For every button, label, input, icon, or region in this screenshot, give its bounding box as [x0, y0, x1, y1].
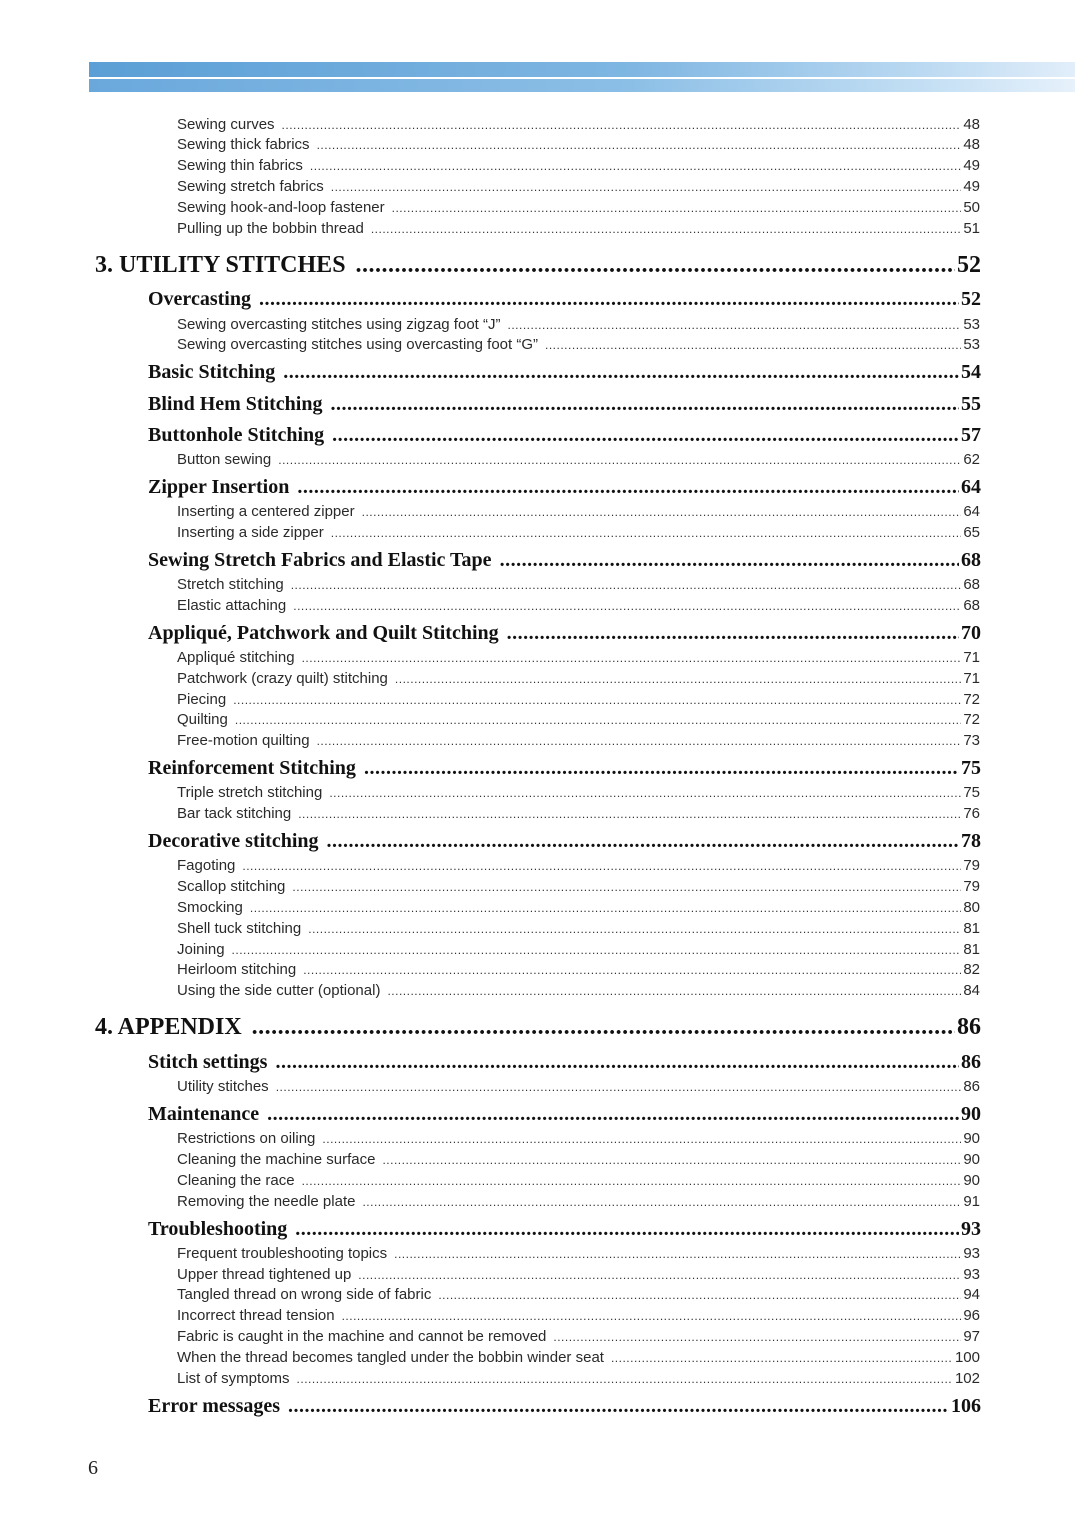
toc-entry[interactable] [177, 336, 980, 356]
toc-chapter[interactable] [95, 1014, 981, 1046]
toc-section[interactable] [148, 1051, 981, 1077]
toc-section-page: 90 [961, 1103, 981, 1125]
toc-entry[interactable] [177, 199, 980, 219]
dot-leader [267, 1103, 959, 1126]
toc-entry-page: 86 [963, 1078, 980, 1095]
toc-entry[interactable] [177, 136, 980, 156]
toc-section-page: 70 [961, 622, 981, 644]
toc-section-title: Basic Stitching [148, 361, 276, 383]
toc-section-page: 75 [961, 757, 981, 779]
toc-entry-title: Fabric is caught in the machine and cannot be removed [177, 1328, 547, 1345]
dot-leader [302, 1174, 962, 1188]
dot-leader [356, 252, 955, 279]
toc-chapter-page: 86 [957, 1014, 981, 1040]
toc-entry-page: 96 [963, 1307, 980, 1324]
toc-entry-title: Removing the needle plate [177, 1193, 356, 1210]
dot-leader [358, 1268, 961, 1282]
toc-entry-page: 72 [963, 711, 980, 728]
toc-entry[interactable] [177, 920, 980, 940]
toc-entry-page: 68 [963, 576, 980, 593]
toc-chapter-title: 4. APPENDIX [95, 1014, 242, 1040]
toc-entry[interactable] [177, 1172, 980, 1192]
toc-section-page: 68 [961, 549, 981, 571]
toc-section[interactable] [148, 830, 981, 856]
toc-section-title: Overcasting [148, 288, 251, 310]
dot-leader [297, 1372, 953, 1386]
dot-leader [317, 734, 962, 748]
toc-section[interactable] [148, 1218, 981, 1244]
toc-entry-page: 79 [963, 878, 980, 895]
toc-entry-title: Cleaning the machine surface [177, 1151, 376, 1168]
toc-entry-title: Sewing stretch fabrics [177, 178, 324, 195]
toc-entry-page: 76 [963, 805, 980, 822]
dot-leader [545, 338, 961, 352]
toc-entry[interactable] [177, 178, 980, 198]
toc-entry[interactable] [177, 1307, 980, 1327]
dot-leader [342, 1309, 962, 1323]
toc-entry-page: 100 [954, 1349, 980, 1366]
page-number: 6 [88, 1457, 98, 1479]
toc-section-title: Buttonhole Stitching [148, 424, 325, 446]
toc-entry-title: Incorrect thread tension [177, 1307, 335, 1324]
toc-entry-title: Stretch stitching [177, 576, 284, 593]
toc-entry-page: 49 [963, 157, 980, 174]
toc-entry-page: 64 [963, 503, 980, 520]
toc-section[interactable] [148, 288, 981, 314]
toc-entry[interactable] [177, 878, 980, 898]
toc-entry[interactable] [177, 982, 980, 1002]
toc-chapter-title: 3. UTILITY STITCHES [95, 252, 346, 278]
dot-leader [331, 526, 962, 540]
toc-entry[interactable] [177, 649, 980, 669]
toc-entry-title: List of symptoms [177, 1370, 290, 1387]
toc-entry-title: Cleaning the race [177, 1172, 295, 1189]
toc-entry-title: Fagoting [177, 857, 236, 874]
toc-section[interactable] [148, 361, 981, 387]
toc-entry-page: 48 [963, 136, 980, 153]
toc-section[interactable] [148, 393, 981, 419]
dot-leader [282, 118, 962, 132]
toc-entry-title: Piecing [177, 691, 227, 708]
toc-entry-page: 71 [963, 649, 980, 666]
dot-leader [302, 651, 962, 665]
toc-entry-title: Shell tuck stitching [177, 920, 302, 937]
dot-leader [387, 984, 961, 998]
toc-entry-title: Tangled thread on wrong side of fabric [177, 1286, 432, 1303]
toc-entry[interactable] [177, 1328, 980, 1348]
toc-section-title: Appliqué, Patchwork and Quilt Stitching [148, 622, 499, 644]
dot-leader [507, 622, 959, 645]
dot-leader [310, 159, 961, 173]
dot-leader [242, 859, 961, 873]
toc-entry-page: 90 [963, 1172, 980, 1189]
dot-leader [330, 393, 959, 416]
toc-entry[interactable] [177, 220, 980, 240]
toc-section-page: 86 [961, 1051, 981, 1073]
toc-entry-page: 73 [963, 732, 980, 749]
toc-entry-title: Sewing thick fabrics [177, 136, 310, 153]
dot-leader [283, 361, 959, 384]
toc-section[interactable] [148, 622, 981, 648]
toc-entry[interactable] [177, 1370, 980, 1390]
toc-entry[interactable] [177, 1193, 980, 1213]
dot-leader [252, 1014, 955, 1041]
dot-leader [276, 1080, 962, 1094]
toc-entry[interactable] [177, 691, 980, 711]
toc-entry[interactable] [177, 1286, 980, 1306]
toc-entry-page: 49 [963, 178, 980, 195]
dot-leader [362, 505, 962, 519]
toc-entry[interactable] [177, 503, 980, 523]
toc-section-page: 106 [951, 1395, 981, 1417]
dot-leader [362, 1195, 961, 1209]
toc-section-page: 78 [961, 830, 981, 852]
toc-section-title: Sewing Stretch Fabrics and Elastic Tape [148, 549, 492, 571]
toc-entry-page: 93 [963, 1245, 980, 1262]
dot-leader [508, 318, 962, 332]
toc-entry-page: 79 [963, 857, 980, 874]
dot-leader [317, 138, 962, 152]
toc-section-title: Maintenance [148, 1103, 260, 1125]
toc-entry-title: Using the side cutter (optional) [177, 982, 381, 999]
toc-entry-page: 48 [963, 116, 980, 133]
toc-entry-page: 93 [963, 1266, 980, 1283]
toc-entry-title: Inserting a side zipper [177, 524, 324, 541]
toc-entry-title: Inserting a centered zipper [177, 503, 355, 520]
dot-leader [327, 830, 959, 853]
toc-entry[interactable] [177, 116, 980, 136]
toc-section-title: Error messages [148, 1395, 281, 1417]
toc-section-title: Zipper Insertion [148, 476, 290, 498]
toc-entry-title: Sewing overcasting stitches using overcasting foot “G” [177, 336, 539, 353]
toc-section-page: 57 [961, 424, 981, 446]
toc-section-title: Decorative stitching [148, 830, 319, 852]
toc-entry-title: Quilting [177, 711, 228, 728]
toc-entry-page: 84 [963, 982, 980, 999]
toc-entry-page: 50 [963, 199, 980, 216]
toc-section[interactable] [148, 1103, 981, 1129]
toc-entry-page: 97 [963, 1328, 980, 1345]
toc-entry[interactable] [177, 451, 980, 471]
toc-entry[interactable] [177, 1151, 980, 1171]
toc-entry-page: 72 [963, 691, 980, 708]
toc-section[interactable] [148, 549, 981, 575]
toc-entry-title: Utility stitches [177, 1078, 269, 1095]
dot-leader [303, 963, 961, 977]
toc-entry[interactable] [177, 597, 980, 617]
toc-entry[interactable] [177, 576, 980, 596]
dot-leader [297, 476, 959, 499]
toc-chapter-page: 52 [957, 252, 981, 278]
dot-leader [232, 943, 962, 957]
toc-entry[interactable] [177, 1078, 980, 1098]
toc-entry-title: Sewing curves [177, 116, 275, 133]
dot-leader [250, 901, 961, 915]
toc-entry[interactable] [177, 524, 980, 544]
dot-leader [392, 201, 962, 215]
toc-entry-page: 51 [963, 220, 980, 237]
toc-section-title: Troubleshooting [148, 1218, 288, 1240]
toc-section[interactable] [148, 757, 981, 783]
toc-entry-title: When the thread becomes tangled under the bobbin winder seat [177, 1349, 604, 1366]
dot-leader [259, 288, 959, 311]
dot-leader [298, 807, 961, 821]
toc-entry-page: 71 [963, 670, 980, 687]
toc-entry-title: Triple stretch stitching [177, 784, 323, 801]
dot-leader [291, 578, 962, 592]
dot-leader [371, 222, 962, 236]
dot-leader [332, 424, 959, 447]
toc-section[interactable] [148, 1395, 981, 1421]
toc-entry-title: Button sewing [177, 451, 272, 468]
toc-entry-title: Restrictions on oiling [177, 1130, 316, 1147]
toc-chapter[interactable] [95, 252, 981, 284]
toc-entry-page: 94 [963, 1286, 980, 1303]
toc-entry-page: 102 [954, 1370, 980, 1387]
toc-section-page: 54 [961, 361, 981, 383]
toc-section[interactable] [148, 476, 981, 502]
toc-entry-page: 91 [963, 1193, 980, 1210]
toc-entry-page: 81 [963, 920, 980, 937]
toc-entry[interactable] [177, 670, 980, 690]
toc-entry[interactable] [177, 1245, 980, 1265]
toc-section[interactable] [148, 424, 981, 450]
toc-entry[interactable] [177, 961, 980, 981]
toc-entry[interactable] [177, 711, 980, 731]
toc-section-title: Blind Hem Stitching [148, 393, 323, 415]
dot-leader [308, 922, 961, 936]
dot-leader [364, 757, 959, 780]
toc-section-page: 55 [961, 393, 981, 415]
dot-leader [500, 549, 959, 572]
toc-entry[interactable] [177, 899, 980, 919]
toc-entry-title: Free-motion quilting [177, 732, 310, 749]
toc-entry-title: Elastic attaching [177, 597, 287, 614]
toc-entry-page: 82 [963, 961, 980, 978]
toc-entry-title: Upper thread tightened up [177, 1266, 352, 1283]
toc-entry-page: 90 [963, 1151, 980, 1168]
toc-section-page: 52 [961, 288, 981, 310]
toc-entry[interactable] [177, 732, 980, 752]
toc-entry[interactable] [177, 805, 980, 825]
dot-leader [394, 1247, 961, 1261]
dot-leader [292, 880, 961, 894]
toc-entry-page: 81 [963, 941, 980, 958]
toc-section-page: 93 [961, 1218, 981, 1240]
dot-leader [293, 599, 961, 613]
dot-leader [278, 453, 961, 467]
dot-leader [288, 1395, 949, 1418]
toc-entry-title: Sewing overcasting stitches using zigzag foot “J” [177, 316, 501, 333]
toc-entry-page: 62 [963, 451, 980, 468]
toc-entry[interactable] [177, 157, 980, 177]
toc-entry-page: 75 [963, 784, 980, 801]
dot-leader [553, 1330, 961, 1344]
toc-section-page: 64 [961, 476, 981, 498]
toc-entry-title: Patchwork (crazy quilt) stitching [177, 670, 388, 687]
toc-entry-title: Joining [177, 941, 225, 958]
dot-leader [275, 1051, 959, 1074]
toc-entry-title: Bar tack stitching [177, 805, 292, 822]
dot-leader [382, 1153, 961, 1167]
toc-entry-title: Frequent troubleshooting topics [177, 1245, 388, 1262]
toc-entry[interactable] [177, 316, 980, 336]
dot-leader [322, 1132, 961, 1146]
dot-leader [395, 672, 961, 686]
toc-entry-page: 68 [963, 597, 980, 614]
toc-entry[interactable] [177, 1266, 980, 1286]
toc-entry-title: Pulling up the bobbin thread [177, 220, 364, 237]
dot-leader [235, 713, 961, 727]
toc-entry-page: 65 [963, 524, 980, 541]
toc-entry[interactable] [177, 1349, 980, 1369]
dot-leader [329, 786, 961, 800]
dot-leader [295, 1218, 959, 1241]
toc-entry-title: Appliqué stitching [177, 649, 295, 666]
dot-leader [611, 1351, 953, 1365]
toc-entry[interactable] [177, 1130, 980, 1150]
toc-entry-title: Smocking [177, 899, 243, 916]
toc-entry-page: 53 [963, 336, 980, 353]
toc-entry-page: 80 [963, 899, 980, 916]
dot-leader [438, 1288, 961, 1302]
toc-entry[interactable] [177, 941, 980, 961]
toc-entry[interactable] [177, 784, 980, 804]
toc-entry-title: Heirloom stitching [177, 961, 297, 978]
toc-entry-title: Sewing hook-and-loop fastener [177, 199, 385, 216]
toc-entry-title: Sewing thin fabrics [177, 157, 303, 174]
toc-entry-page: 53 [963, 316, 980, 333]
toc-section-title: Stitch settings [148, 1051, 268, 1073]
toc-entry[interactable] [177, 857, 980, 877]
dot-leader [233, 693, 961, 707]
dot-leader [331, 180, 962, 194]
toc-entry-page: 90 [963, 1130, 980, 1147]
toc-entry-title: Scallop stitching [177, 878, 286, 895]
toc-section-title: Reinforcement Stitching [148, 757, 356, 779]
